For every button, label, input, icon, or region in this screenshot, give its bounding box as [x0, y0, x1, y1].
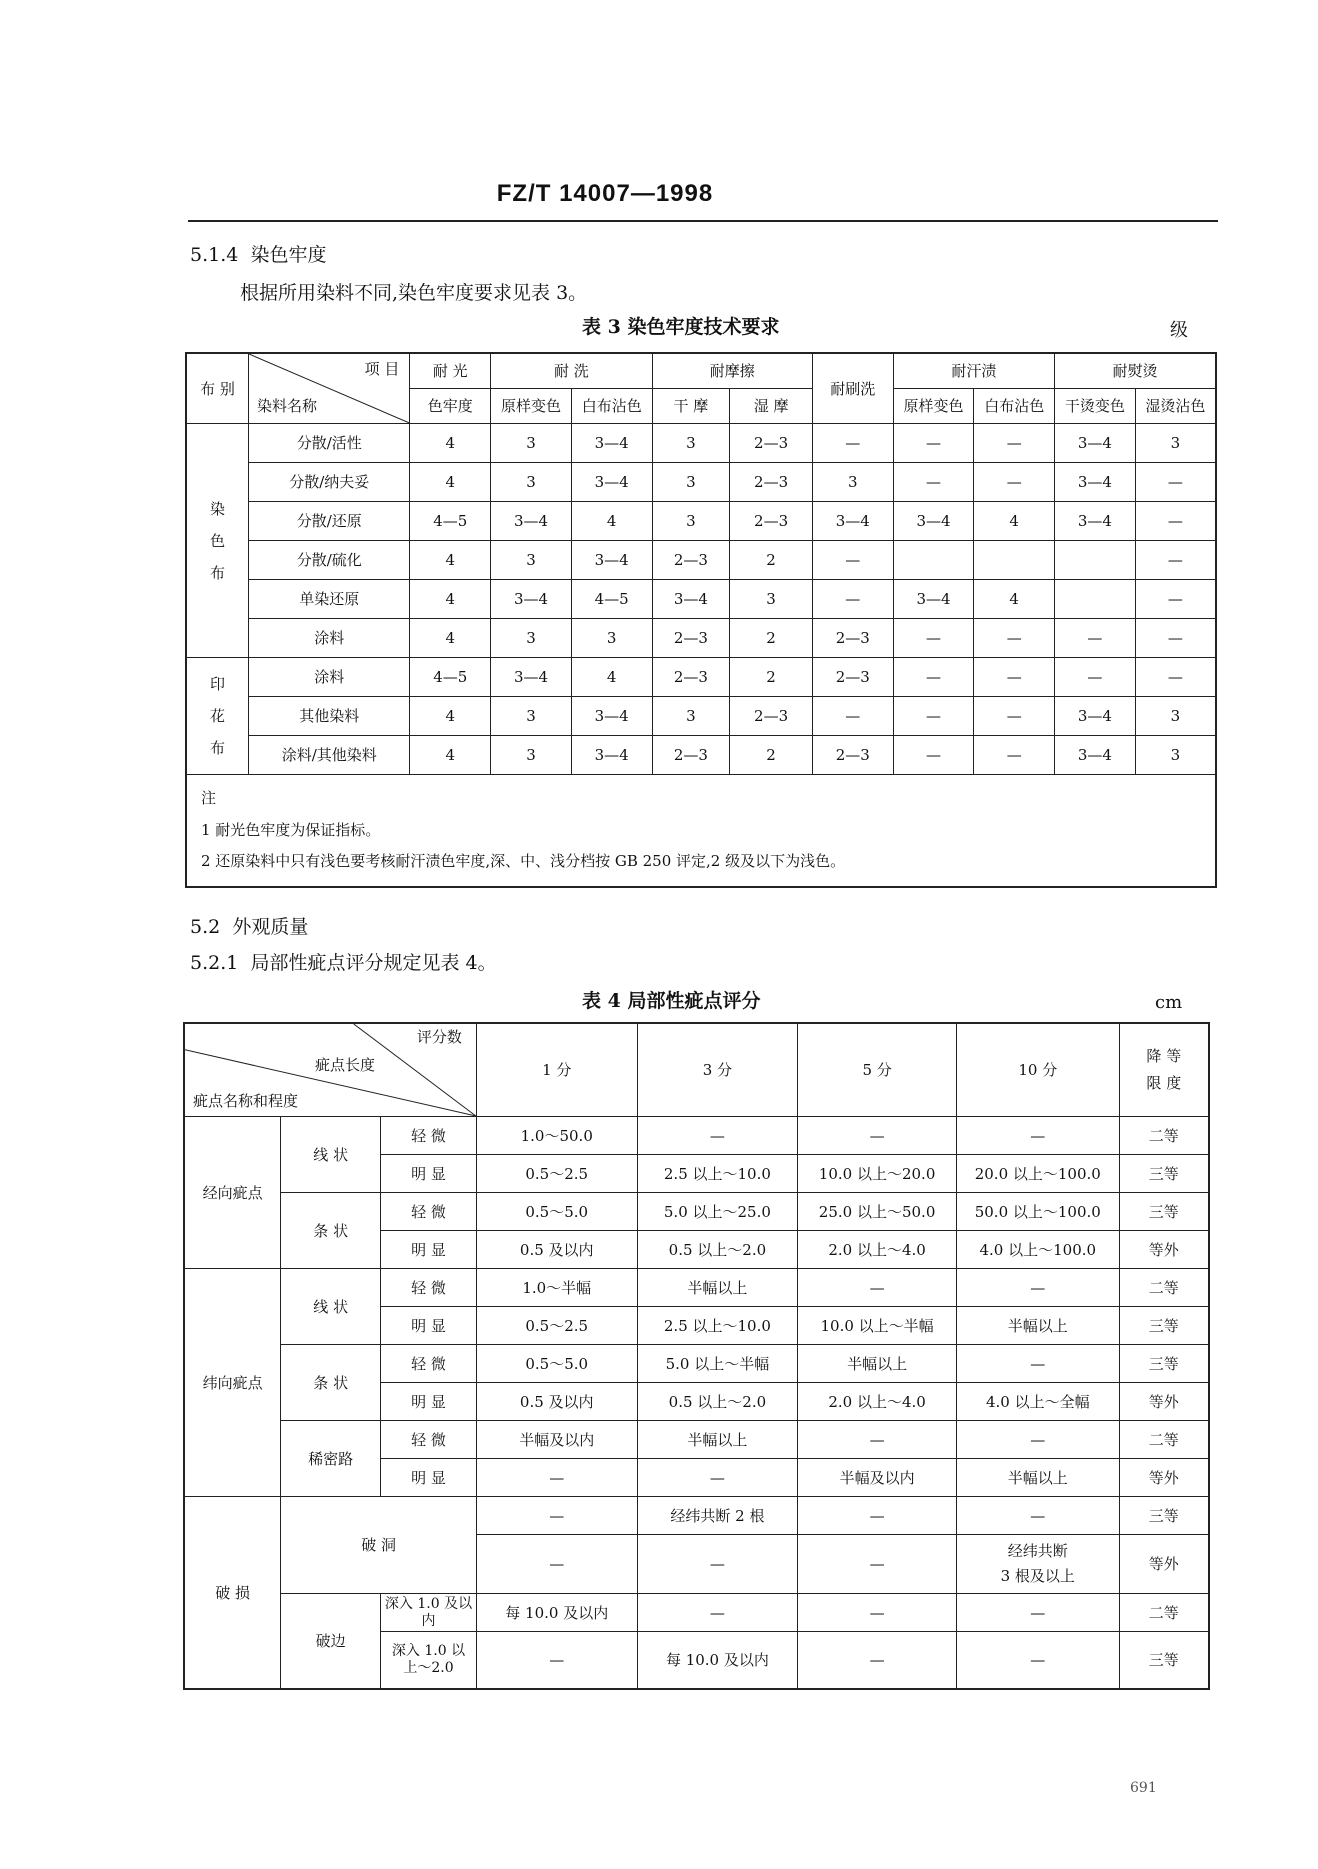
table-cell: 4: [571, 502, 652, 541]
table-cell: [974, 541, 1055, 580]
table-cell: 分散/活性: [249, 424, 410, 463]
page-number: 691: [1130, 1780, 1157, 1796]
header-light-1: 耐 光: [410, 353, 491, 389]
note-2: 2 还原染料中只有浅色要考核耐汗渍色牢度,深、中、浅分档按 GB 250 评定,2 级及以下为浅色。: [201, 852, 846, 870]
table-cell: —: [956, 1269, 1119, 1307]
table-cell: 5.0 以上～半幅: [637, 1345, 798, 1383]
table-cell: 二等: [1119, 1594, 1209, 1632]
table-cell: 3: [491, 736, 572, 775]
table-cell: 涂料/其他染料: [249, 736, 410, 775]
table-cell: 3: [491, 697, 572, 736]
table-cell: 4: [410, 424, 491, 463]
table-cell: —: [798, 1497, 957, 1535]
sub-header: 白布沾色: [571, 389, 652, 424]
table-cell: 三等: [1119, 1497, 1209, 1535]
table-cell: 经纬共断 3 根及以上: [956, 1535, 1119, 1594]
table-cell: 3—4: [571, 736, 652, 775]
sub-header: 湿烫沾色: [1135, 389, 1216, 424]
table-cell: 2—3: [652, 736, 730, 775]
table-cell: —: [956, 1345, 1119, 1383]
table-cell: 2—3: [730, 463, 813, 502]
table-cell: 二等: [1119, 1421, 1209, 1459]
header-category: 布 别: [186, 353, 249, 424]
table-cell: —: [637, 1117, 798, 1155]
table-cell: 2—3: [812, 736, 893, 775]
level-light: 轻 微: [381, 1193, 477, 1231]
table-cell: [1055, 541, 1136, 580]
table-cell: —: [812, 580, 893, 619]
type-strip: 条 状: [281, 1345, 381, 1421]
table-cell: 2—3: [730, 502, 813, 541]
table-cell: 10.0 以上～半幅: [798, 1307, 957, 1345]
table-cell: 3: [491, 541, 572, 580]
section-text: 局部性疵点评分规定见表 4。: [250, 952, 497, 974]
table-cell: 2: [730, 541, 813, 580]
table-cell: 单染还原: [249, 580, 410, 619]
table3-caption: 表 3 染色牢度技术要求: [582, 316, 780, 338]
table-cell: 3—4: [571, 424, 652, 463]
table-cell: —: [1055, 619, 1136, 658]
table4-local-defects: [183, 1022, 1210, 1690]
table-cell: —: [974, 736, 1055, 775]
type-line: 线 状: [281, 1117, 381, 1193]
table-cell: [1055, 580, 1136, 619]
table-cell: —: [1135, 541, 1216, 580]
level-light: 轻 微: [381, 1117, 477, 1155]
header-brush: 耐刷洗: [812, 353, 893, 424]
table-cell: 3: [491, 619, 572, 658]
table-cell: 3: [491, 424, 572, 463]
header-defect-name: 疵点名称和程度: [193, 1092, 299, 1110]
table-cell: —: [956, 1632, 1119, 1690]
table-cell: 0.5～2.5: [476, 1307, 637, 1345]
table-cell: 3: [1135, 697, 1216, 736]
table-cell: —: [812, 424, 893, 463]
table-cell: 等外: [1119, 1535, 1209, 1594]
group-printed-cloth: 印 花 布: [186, 658, 249, 775]
table-cell: 0.5 以上～2.0: [637, 1383, 798, 1421]
table-cell: [893, 541, 974, 580]
table-cell: 4: [410, 580, 491, 619]
table-cell: 等外: [1119, 1231, 1209, 1269]
table-cell: 4: [410, 541, 491, 580]
table-cell: 3: [652, 463, 730, 502]
table-cell: 5.0 以上～25.0: [637, 1193, 798, 1231]
table-cell: 分散/还原: [249, 502, 410, 541]
table-cell: 半幅以上: [956, 1459, 1119, 1497]
section-5-2-1-heading: [190, 948, 497, 975]
table-cell: 3—4: [652, 580, 730, 619]
table-cell: —: [974, 697, 1055, 736]
table-cell: 4: [410, 697, 491, 736]
table-cell: 涂料: [249, 619, 410, 658]
table-cell: —: [1135, 619, 1216, 658]
table-cell: —: [956, 1594, 1119, 1632]
table-cell: 4.0 以上～全幅: [956, 1383, 1119, 1421]
type-hole: 破 洞: [281, 1497, 477, 1594]
table-cell: 3—4: [571, 463, 652, 502]
table-cell: —: [476, 1632, 637, 1690]
table-cell: 分散/纳夫妥: [249, 463, 410, 502]
table-cell: —: [893, 658, 974, 697]
page-header: FZ/T 14007—1998: [496, 180, 714, 207]
table-cell: 1.0～半幅: [476, 1269, 637, 1307]
table-cell: —: [637, 1535, 798, 1594]
table-cell: 三等: [1119, 1155, 1209, 1193]
table-cell: —: [956, 1421, 1119, 1459]
table-cell: —: [956, 1117, 1119, 1155]
table-cell: 每 10.0 及以内: [476, 1594, 637, 1632]
header-dye-name: 染料名称: [257, 397, 318, 415]
table3-unit: 级: [1170, 320, 1188, 341]
header-rub: 耐摩擦: [652, 353, 812, 389]
table-cell: 半幅及以内: [798, 1459, 957, 1497]
table-cell: —: [812, 697, 893, 736]
table-cell: —: [798, 1269, 957, 1307]
table4-caption: 表 4 局部性疵点评分: [582, 990, 761, 1012]
table-cell: —: [798, 1632, 957, 1690]
table-cell: 4: [571, 658, 652, 697]
table-cell: 二等: [1119, 1269, 1209, 1307]
header-wash: 耐 洗: [491, 353, 652, 389]
table-cell: 4: [410, 463, 491, 502]
edge-level-1: 深入 1.0 及以内: [381, 1594, 477, 1632]
table-cell: 4: [974, 502, 1055, 541]
table-cell: —: [956, 1497, 1119, 1535]
section-title: 外观质量: [232, 916, 309, 938]
table-cell: —: [812, 541, 893, 580]
table-cell: —: [1055, 658, 1136, 697]
table-cell: 4—5: [571, 580, 652, 619]
table-cell: —: [798, 1535, 957, 1594]
level-obvious: 明 显: [381, 1307, 477, 1345]
table-cell: 3—4: [1055, 697, 1136, 736]
table-cell: —: [637, 1459, 798, 1497]
table-cell: 每 10.0 及以内: [637, 1632, 798, 1690]
table-cell: 三等: [1119, 1307, 1209, 1345]
table-cell: —: [476, 1497, 637, 1535]
table4-diagonal-header: [184, 1023, 476, 1117]
sub-header: 原样变色: [491, 389, 572, 424]
table-cell: 3—4: [1055, 736, 1136, 775]
header-5-point: 5 分: [798, 1023, 957, 1117]
table4-unit: cm: [1155, 992, 1183, 1013]
level-obvious: 明 显: [381, 1459, 477, 1497]
header-rule: [188, 220, 1218, 222]
table-cell: 3—4: [491, 658, 572, 697]
table-cell: 2—3: [730, 697, 813, 736]
table3-notes: [186, 775, 1216, 887]
table-cell: 3—4: [1055, 424, 1136, 463]
section-5-1-4-text: 根据所用染料不同,染色牢度要求见表 3。: [240, 282, 588, 304]
table-cell: 0.5 及以内: [476, 1231, 637, 1269]
type-line: 线 状: [281, 1269, 381, 1345]
table-cell: 3: [652, 424, 730, 463]
table-cell: 3: [1135, 736, 1216, 775]
header-score: 评分数: [416, 1028, 462, 1046]
table-cell: 10.0 以上～20.0: [798, 1155, 957, 1193]
table-cell: 0.5 及以内: [476, 1383, 637, 1421]
header-light-2: 色牢度: [410, 389, 491, 424]
table-cell: 经纬共断 2 根: [637, 1497, 798, 1535]
table-cell: 4: [410, 736, 491, 775]
table-cell: 20.0 以上～100.0: [956, 1155, 1119, 1193]
table-cell: 0.5～5.0: [476, 1193, 637, 1231]
table-cell: 0.5～5.0: [476, 1345, 637, 1383]
table-cell: 3—4: [1055, 502, 1136, 541]
type-strip: 条 状: [281, 1193, 381, 1269]
level-obvious: 明 显: [381, 1383, 477, 1421]
table-cell: 半幅及以内: [476, 1421, 637, 1459]
table-cell: 3: [730, 580, 813, 619]
table-cell: 25.0 以上～50.0: [798, 1193, 957, 1231]
table-cell: 2: [730, 619, 813, 658]
table-cell: 3: [812, 463, 893, 502]
table-cell: 三等: [1119, 1632, 1209, 1690]
table-cell: 3: [652, 502, 730, 541]
table-cell: —: [1135, 463, 1216, 502]
header-item: 项 目: [364, 360, 400, 378]
table-cell: —: [974, 424, 1055, 463]
sub-header: 原样变色: [893, 389, 974, 424]
section-5-1-4-heading: [190, 240, 326, 267]
level-light: 轻 微: [381, 1269, 477, 1307]
table-cell: 0.5～2.5: [476, 1155, 637, 1193]
level-obvious: 明 显: [381, 1155, 477, 1193]
table-cell: 2.0 以上～4.0: [798, 1231, 957, 1269]
sub-header: 白布沾色: [974, 389, 1055, 424]
table-cell: 其他染料: [249, 697, 410, 736]
level-light: 轻 微: [381, 1421, 477, 1459]
section-5-2-heading: [190, 912, 308, 939]
header-10-point: 10 分: [956, 1023, 1119, 1117]
section-title: 染色牢度: [250, 244, 327, 266]
table-cell: 3: [571, 619, 652, 658]
table-cell: —: [893, 463, 974, 502]
header-iron: 耐熨烫: [1055, 353, 1216, 389]
level-obvious: 明 显: [381, 1231, 477, 1269]
table-cell: —: [974, 463, 1055, 502]
table-cell: 3—4: [491, 502, 572, 541]
table-cell: 半幅以上: [637, 1269, 798, 1307]
header-diagonal: [249, 353, 410, 424]
header-3-point: 3 分: [637, 1023, 798, 1117]
table-cell: 2: [730, 658, 813, 697]
table-cell: —: [1135, 502, 1216, 541]
group-weft-defects: 纬向疵点: [184, 1269, 281, 1497]
table-cell: 1.0～50.0: [476, 1117, 637, 1155]
table-cell: —: [1135, 658, 1216, 697]
section-number: 5.1.4: [190, 244, 239, 266]
type-density: 稀密路: [281, 1421, 381, 1497]
table-cell: —: [893, 697, 974, 736]
table-cell: 半幅以上: [956, 1307, 1119, 1345]
table-cell: —: [893, 424, 974, 463]
table-cell: —: [974, 619, 1055, 658]
header-1-point: 1 分: [476, 1023, 637, 1117]
note-1: 1 耐光色牢度为保证指标。: [201, 820, 381, 839]
table-cell: 3—4: [893, 502, 974, 541]
header-length: 疵点长度: [315, 1056, 376, 1074]
table-cell: 50.0 以上～100.0: [956, 1193, 1119, 1231]
table-cell: 2.0 以上～4.0: [798, 1383, 957, 1421]
table-cell: 0.5 以上～2.0: [637, 1231, 798, 1269]
table-cell: 2: [730, 736, 813, 775]
header-grade-limit: 降 等 限 度: [1119, 1023, 1209, 1117]
table-cell: 2—3: [652, 541, 730, 580]
table-cell: 4—5: [410, 502, 491, 541]
table-cell: 分散/硫化: [249, 541, 410, 580]
table-cell: 3—4: [491, 580, 572, 619]
table-cell: 涂料: [249, 658, 410, 697]
table-cell: 3—4: [1055, 463, 1136, 502]
table-cell: 半幅以上: [637, 1421, 798, 1459]
table-cell: —: [1135, 580, 1216, 619]
table-cell: 2—3: [812, 619, 893, 658]
table-cell: —: [637, 1594, 798, 1632]
table-cell: 2—3: [812, 658, 893, 697]
table-cell: 3—4: [571, 697, 652, 736]
table-cell: —: [798, 1117, 957, 1155]
group-damage: 破 损: [184, 1497, 281, 1690]
note-title: 注: [201, 789, 217, 807]
table-cell: 3—4: [571, 541, 652, 580]
table-cell: 3—4: [812, 502, 893, 541]
sub-header: 干 摩: [652, 389, 730, 424]
table-cell: 三等: [1119, 1193, 1209, 1231]
table-cell: —: [798, 1421, 957, 1459]
table-cell: —: [893, 736, 974, 775]
table-cell: 2—3: [730, 424, 813, 463]
table-cell: 2.5 以上～10.0: [637, 1155, 798, 1193]
sub-header: 湿 摩: [730, 389, 813, 424]
table-cell: 3: [1135, 424, 1216, 463]
level-light: 轻 微: [381, 1345, 477, 1383]
section-number: 5.2: [190, 916, 221, 938]
table-cell: —: [893, 619, 974, 658]
table-cell: 二等: [1119, 1117, 1209, 1155]
table-cell: 2—3: [652, 658, 730, 697]
edge-level-2: 深入 1.0 以上～2.0: [381, 1632, 477, 1690]
table-cell: 等外: [1119, 1459, 1209, 1497]
table-cell: 等外: [1119, 1383, 1209, 1421]
table-cell: 4.0 以上～100.0: [956, 1231, 1119, 1269]
table-cell: —: [798, 1594, 957, 1632]
table-cell: 3: [652, 697, 730, 736]
table-cell: —: [476, 1535, 637, 1594]
section-number: 5.2.1: [190, 952, 239, 974]
table-cell: 2—3: [652, 619, 730, 658]
group-warp-defects: 经向疵点: [184, 1117, 281, 1269]
table-cell: —: [476, 1459, 637, 1497]
table-cell: —: [974, 658, 1055, 697]
table-cell: 三等: [1119, 1345, 1209, 1383]
table-cell: 3—4: [893, 580, 974, 619]
table-cell: 2.5 以上～10.0: [637, 1307, 798, 1345]
table-cell: 4—5: [410, 658, 491, 697]
table-cell: 4: [410, 619, 491, 658]
sub-header: 干烫变色: [1055, 389, 1136, 424]
table3-colorfastness: [185, 352, 1217, 888]
table-cell: 半幅以上: [798, 1345, 957, 1383]
header-sweat: 耐汗渍: [893, 353, 1054, 389]
type-broken-edge: 破边: [281, 1594, 381, 1690]
table-cell: 4: [974, 580, 1055, 619]
group-dyed-cloth: 染 色 布: [186, 424, 249, 658]
table-cell: 3: [491, 463, 572, 502]
